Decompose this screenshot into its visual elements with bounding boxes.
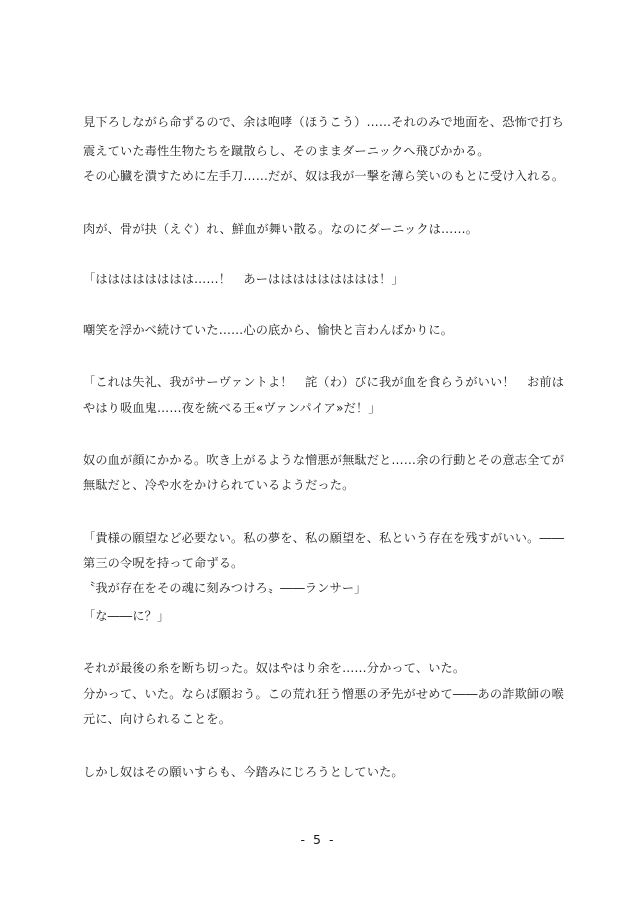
text-line: 〝我が存在をその魂に刻みつけろ〟――ランサー」 (83, 581, 367, 595)
text-line: 見下ろしながら命ずるので、余は咆哮（ほうこう）……それのみで地面を、恐怖で打ち (83, 115, 564, 129)
text-line: しかし奴はその願いすらも、今踏みにじろうとしていた。 (83, 765, 404, 779)
page-number: - 5 - (300, 832, 336, 847)
text-line: それが最後の糸を断ち切った。奴はやはり余を……分かって、いた。 (83, 661, 466, 675)
text-line: 震えていた毒性生物たちを蹴散らし、そのままダーニックへ飛びかかる。 (83, 144, 490, 158)
text-line: 「な――に？」 (83, 609, 170, 623)
text-line: 「これは失礼、我がサーヴァントよ！ 詫（わ）びに我が血を食らうがいい！ お前は (83, 375, 565, 389)
text-line: 「貴様の願望など必要ない。私の夢を、私の願望を、私という存在を残すがいい。―― (83, 531, 565, 545)
text-line: 元に、向けられることを。 (83, 712, 232, 726)
text-line: 分かって、いた。ならば願おう。この荒れ狂う憎悪の矛先がせめて――あの詐欺師の喉 (83, 687, 564, 701)
text-line: やはり吸血鬼……夜を統べる王«ヴァンパイア»だ！」 (83, 401, 381, 415)
text-line: その心臓を潰すために左手刀……だが、奴は我が一撃を薄ら笑いのもとに受け入れる。 (83, 169, 565, 183)
text-line: 肉が、骨が抉（えぐ）れ、鮮血が舞い散る。なのにダーニックは……。 (83, 222, 479, 236)
text-line: 奴の血が顔にかかる。吹き上がるような憎悪が無駄だと……余の行動とその意志全てが (83, 453, 565, 467)
text-line: 嘲笑を浮かべ続けていた……心の底から、愉快と言わんばかりに。 (83, 323, 454, 337)
text-line: 「はははははははは……！ あーははははははははは！」 (83, 272, 404, 286)
text-line: 無駄だと、冷や水をかけられているようだった。 (83, 478, 355, 492)
text-line: 第三の令呪を持って命ずる。 (83, 556, 244, 570)
